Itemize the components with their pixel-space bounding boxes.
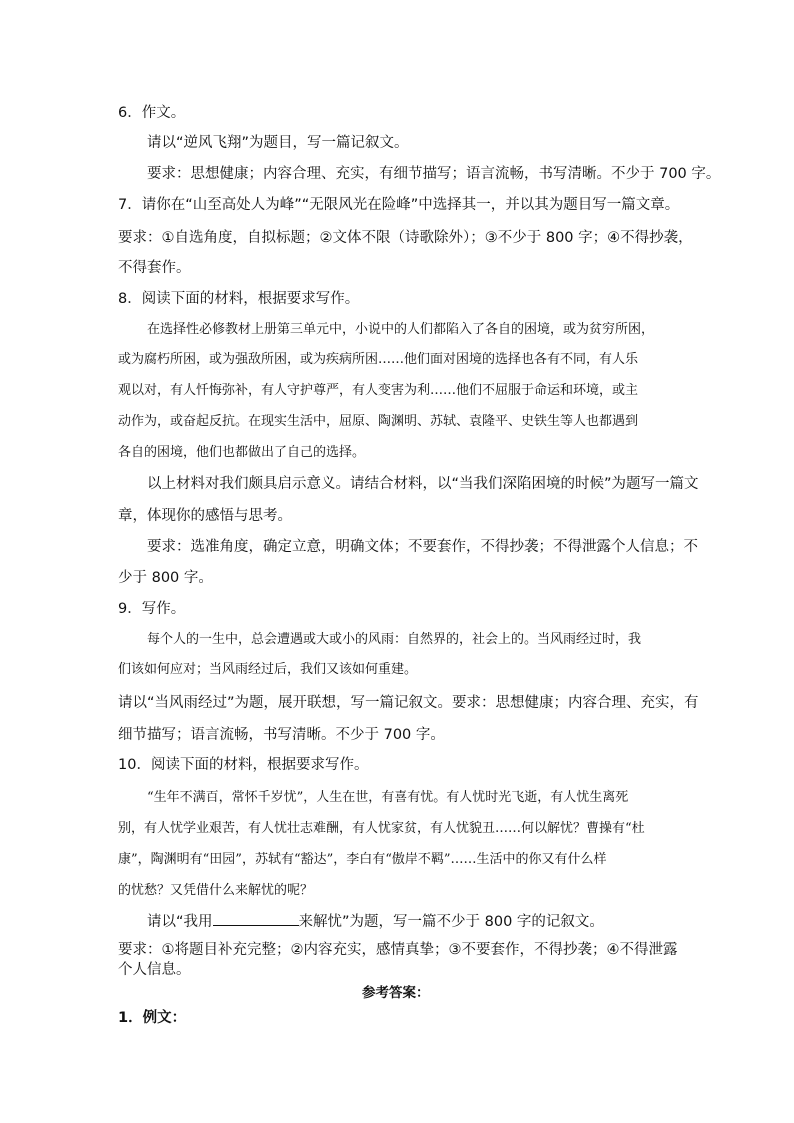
q7-requirement-line-1: 要求：①自选角度，自拟标题；②文体不限（诗歌除外）；③不少于 800 字；④不得抄袭， — [118, 230, 693, 246]
answers-title: 参考答案： — [362, 985, 430, 1001]
q10-requirement-line-2: 个人信息。 — [118, 962, 191, 978]
q8-requirement-line-2: 少于 800 字。 — [118, 570, 213, 586]
q8-material-line-2: 或为腐朽所困，或为强敌所困，或为疾病所困……他们面对困境的选择也各有不同，有人乐 — [118, 352, 639, 367]
q8-task-line-1: 以上材料对我们颇具启示意义。请结合材料，以“当我们深陷困境的时候”为题写一篇文 — [147, 476, 699, 492]
q8-material-line-5: 各自的困境，他们也都做出了自己的选择。 — [118, 445, 366, 460]
answers-first-item: 1．例文： — [118, 1010, 187, 1026]
q6-requirement: 要求：思想健康；内容合理、充实，有细节描写；语言流畅，书写清晰。不少于 700 字。 — [147, 166, 721, 182]
q9-heading: 9．写作。 — [118, 601, 186, 617]
q10-task-after-blank: 来解忧”为题，写一篇不少于 800 字的记叙文。 — [298, 914, 604, 930]
q10-task — [147, 912, 604, 932]
q8-material-line-3: 观以对，有人忏悔弥补，有人守护尊严，有人变害为利……他们不屈服于命运和环境，或主 — [118, 383, 639, 398]
q10-requirement-line-1: 要求：①将题目补充完整；②内容充实，感情真挚；③不要套作，不得抄袭；④不得泄露 — [118, 942, 678, 958]
q10-heading: 10．阅读下面的材料，根据要求写作。 — [118, 757, 369, 773]
q8-material-line-1: 在选择性必修教材上册第三单元中，小说中的人们都陷入了各自的困境，或为贫穷所困， — [147, 322, 655, 337]
q6-prompt: 请以“逆风飞翔”为题目，写一篇记叙文。 — [147, 135, 409, 151]
fill-in-blank — [213, 912, 299, 926]
q10-material-line-2: 别，有人忧学业艰苦，有人忧壮志难酬，有人忧家贫，有人忧貌丑……何以解忧？曹操有“杜 — [118, 821, 645, 836]
q9-material-line-1: 每个人的一生中，总会遭遇或大或小的风雨：自然界的，社会上的。当风雨经过时，我 — [147, 632, 642, 647]
q8-heading: 8．阅读下面的材料，根据要求写作。 — [118, 291, 360, 307]
q6-heading: 6．作文。 — [118, 105, 186, 121]
q8-task-line-2: 章，体现你的感悟与思考。 — [118, 508, 292, 524]
q10-material-line-3: 康”，陶渊明有“田园”，苏轼有“豁达”，李白有“傲岸不羁”……生活中的你又有什么样 — [118, 852, 607, 867]
q8-material-line-4: 动作为，或奋起反抗。在现实生活中，屈原、陶渊明、苏轼、袁隆平、史铁生等人也都遇到 — [118, 414, 639, 429]
q7-requirement-line-2: 不得套作。 — [118, 260, 191, 276]
q7-heading: 7．请你在“山至高处人为峰”“无限风光在险峰”中选择其一，并以其为题目写一篇文章。 — [118, 197, 680, 213]
q9-material-line-2: 们该如何应对；当风雨经过后，我们又该如何重建。 — [118, 662, 418, 677]
q10-material-line-1: “生年不满百，常怀千岁忧”，人生在世，有喜有忧。有人忧时光飞逝，有人忧生离死 — [147, 790, 629, 805]
q9-task-line-1: 请以“当风雨经过”为题，展开联想，写一篇记叙文。要求：思想健康；内容合理、充实，有 — [118, 695, 699, 711]
q10-material-line-4: 的忧愁？又凭借什么来解忧的呢？ — [118, 883, 314, 898]
q9-task-line-2: 细节描写；语言流畅，书写清晰。不少于 700 字。 — [118, 727, 445, 743]
q10-task-before-blank: 请以“我用 — [147, 914, 213, 930]
q8-requirement-line-1: 要求：选准角度，确定立意，明确文体；不要套作，不得抄袭；不得泄露个人信息；不 — [147, 539, 698, 555]
